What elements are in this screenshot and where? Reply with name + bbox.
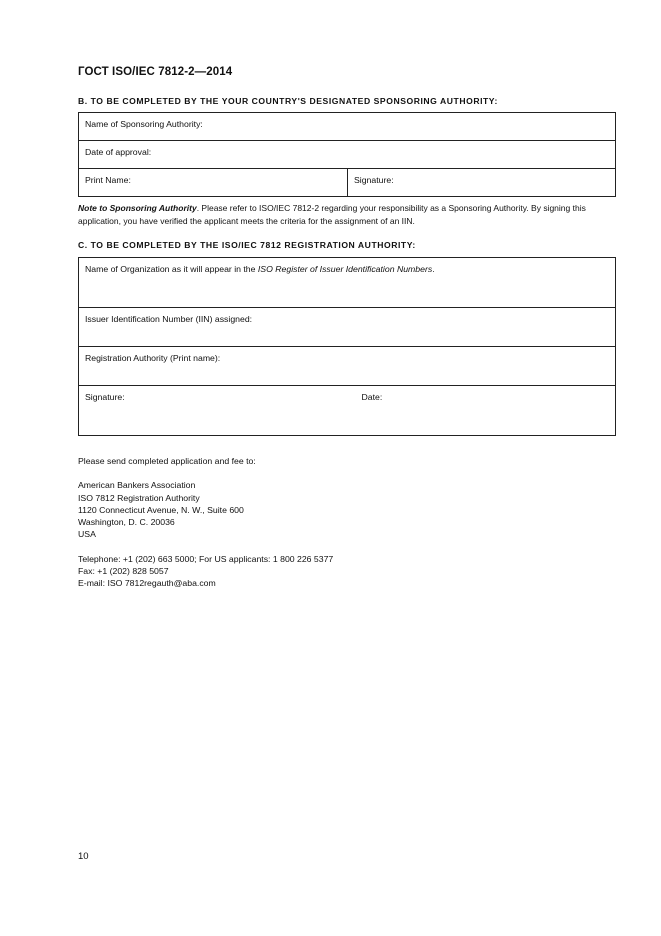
organization-name-label-prefix: Name of Organization as it will appear in the xyxy=(85,264,258,274)
iso-register-title: ISO Register of Issuer Identification Numbers xyxy=(257,264,433,274)
iin-assigned-label: Issuer Identification Number (IIN) assigned: xyxy=(85,314,253,324)
registrar-signature-field[interactable] xyxy=(79,386,356,436)
print-name-label: Print Name: xyxy=(85,175,131,185)
print-name-field[interactable] xyxy=(79,169,348,197)
organization-name-field[interactable] xyxy=(79,258,616,308)
organization-name-label xyxy=(85,264,435,274)
address-line: Washington, D. C. 20036 xyxy=(78,517,175,527)
organization-name-label-suffix: . xyxy=(432,264,435,274)
section-c-heading: C. TO BE COMPLETED BY THE ISO/IEC 7812 REGISTRATION AUTHORITY: xyxy=(78,240,416,250)
contact-intro: Please send completed application and fee to: xyxy=(78,456,256,466)
document-header-title: ГОСТ ISO/IEC 7812-2—2014 xyxy=(78,66,233,78)
registration-date-label: Date: xyxy=(361,392,383,402)
address-line: 1120 Connecticut Avenue, N. W., Suite 600 xyxy=(78,504,244,515)
sponsoring-authority-note xyxy=(78,202,618,228)
registration-authority-name-label: Registration Authority (Print name): xyxy=(85,353,221,363)
sponsoring-authority-name-label: Name of Sponsoring Authority: xyxy=(85,119,203,129)
iin-assigned-field[interactable] xyxy=(79,308,616,347)
note-text: . Please refer to ISO/IEC 7812-2 regarding your responsibility as a Sponsoring Authority. By signing this application, you have verified the applicant meets the criteria for the assignment of an IIN. xyxy=(78,203,586,226)
date-of-approval-label: Date of approval: xyxy=(85,147,152,157)
registration-authority-name-field[interactable] xyxy=(79,347,616,386)
email-line[interactable]: E-mail: ISO 7812regauth@aba.com xyxy=(78,578,216,588)
registrar-signature-label: Signature: xyxy=(85,392,125,402)
sponsoring-authority-form xyxy=(78,112,616,197)
sponsoring-authority-name-field[interactable] xyxy=(79,113,616,141)
note-label: Note to Sponsoring Authority xyxy=(78,203,197,213)
fax-line: Fax: +1 (202) 828 5057 xyxy=(78,565,169,576)
section-b-heading: B. TO BE COMPLETED BY THE YOUR COUNTRY'S DESIGNATED SPONSORING AUTHORITY: xyxy=(78,96,498,106)
address-line: ISO 7812 Registration Authority xyxy=(78,492,200,503)
sponsor-signature-field[interactable] xyxy=(348,169,616,197)
address-line: USA xyxy=(78,529,96,540)
address-line: American Bankers Association xyxy=(78,480,196,491)
sponsor-signature-label: Signature: xyxy=(354,175,394,185)
contact-information xyxy=(78,455,333,589)
date-of-approval-field[interactable] xyxy=(79,141,616,169)
page-number: 10 xyxy=(78,851,89,862)
telephone-line: Telephone: +1 (202) 663 5000; For US applicants: 1 800 226 5377 xyxy=(78,553,334,564)
registration-date-field[interactable] xyxy=(356,386,616,436)
registration-authority-form xyxy=(78,257,616,436)
